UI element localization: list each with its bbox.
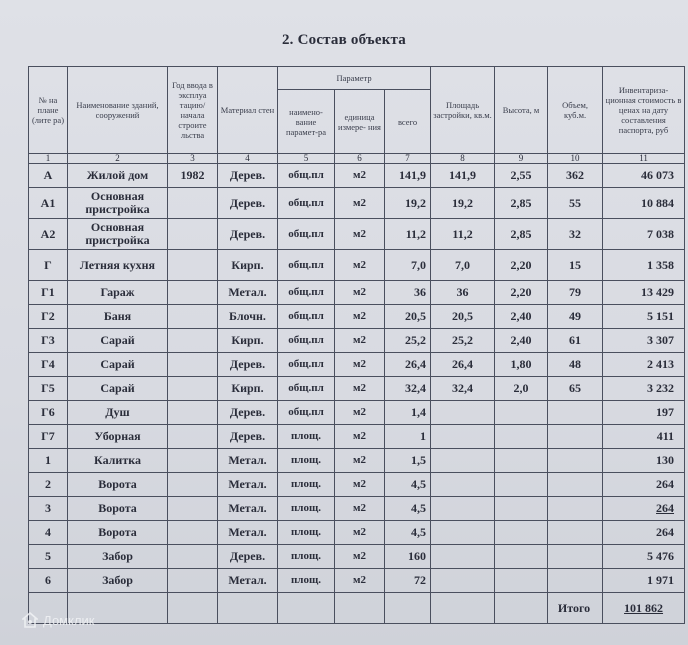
empty-cell — [495, 593, 548, 624]
param-name-cell: общ.пл — [278, 377, 335, 401]
height-cell: 2,20 — [495, 250, 548, 281]
table-row — [29, 401, 685, 425]
building-area-cell: 32,4 — [431, 377, 495, 401]
param-name-cell: площ. — [278, 545, 335, 569]
empty-cell — [335, 593, 385, 624]
column-number: 4 — [218, 154, 278, 164]
param-total-cell: 4,5 — [385, 521, 431, 545]
year-cell — [168, 219, 218, 250]
column-number: 7 — [385, 154, 431, 164]
litera-cell: Г4 — [29, 353, 68, 377]
param-unit-cell: м2 — [335, 377, 385, 401]
param-total-cell: 4,5 — [385, 497, 431, 521]
volume-cell: 48 — [548, 353, 603, 377]
table-row — [29, 521, 685, 545]
material-cell: Кирп. — [218, 377, 278, 401]
total-value: 101 862 — [603, 593, 685, 624]
param-name-cell: общ.пл — [278, 164, 335, 188]
table-row — [29, 449, 685, 473]
height-cell — [495, 449, 548, 473]
litera-cell: 2 — [29, 473, 68, 497]
param-unit-cell: м2 — [335, 305, 385, 329]
inventory-cost-cell: 197 — [603, 401, 685, 425]
volume-cell: 15 — [548, 250, 603, 281]
header-param-name: наимено- вание парамет-ра — [278, 90, 335, 154]
column-number: 9 — [495, 154, 548, 164]
header-inventory-cost: Инвентариза- ционная стоимость в ценах на дату составления паспорта, руб — [603, 67, 685, 154]
param-total-cell: 36 — [385, 281, 431, 305]
material-cell: Дерев. — [218, 164, 278, 188]
inventory-cost-cell: 5 476 — [603, 545, 685, 569]
object-composition-table — [28, 66, 685, 624]
year-cell — [168, 473, 218, 497]
year-cell — [168, 449, 218, 473]
litera-cell: 5 — [29, 545, 68, 569]
table-row — [29, 250, 685, 281]
building-area-cell — [431, 497, 495, 521]
param-name-cell: площ. — [278, 521, 335, 545]
name-cell: Уборная — [68, 425, 168, 449]
header-litera: № на плане (лите ра) — [29, 67, 68, 154]
building-area-cell: 20,5 — [431, 305, 495, 329]
table-row — [29, 305, 685, 329]
building-area-cell: 25,2 — [431, 329, 495, 353]
inventory-cost-cell: 3 232 — [603, 377, 685, 401]
volume-cell — [548, 569, 603, 593]
material-cell: Метал. — [218, 497, 278, 521]
param-unit-cell: м2 — [335, 449, 385, 473]
table-row — [29, 497, 685, 521]
column-number: 3 — [168, 154, 218, 164]
table-row — [29, 425, 685, 449]
header-height: Высота, м — [495, 67, 548, 154]
height-cell: 1,80 — [495, 353, 548, 377]
height-cell: 2,20 — [495, 281, 548, 305]
inventory-cost-cell: 1 358 — [603, 250, 685, 281]
material-cell: Метал. — [218, 521, 278, 545]
column-number: 8 — [431, 154, 495, 164]
empty-cell — [168, 593, 218, 624]
name-cell: Душ — [68, 401, 168, 425]
litera-cell: 1 — [29, 449, 68, 473]
param-total-cell: 1,5 — [385, 449, 431, 473]
building-area-cell: 141,9 — [431, 164, 495, 188]
year-cell: 1982 — [168, 164, 218, 188]
volume-cell — [548, 401, 603, 425]
volume-cell: 55 — [548, 188, 603, 219]
inventory-cost-cell: 264 — [603, 497, 685, 521]
param-total-cell: 20,5 — [385, 305, 431, 329]
name-cell: Летняя кухня — [68, 250, 168, 281]
table-row — [29, 473, 685, 497]
building-area-cell: 26,4 — [431, 353, 495, 377]
table-row — [29, 353, 685, 377]
year-cell — [168, 545, 218, 569]
year-cell — [168, 188, 218, 219]
name-cell: Сарай — [68, 377, 168, 401]
year-cell — [168, 401, 218, 425]
name-cell: Калитка — [68, 449, 168, 473]
param-total-cell: 25,2 — [385, 329, 431, 353]
building-area-cell — [431, 473, 495, 497]
name-cell: Сарай — [68, 329, 168, 353]
param-name-cell: общ.пл — [278, 353, 335, 377]
param-total-cell: 7,0 — [385, 250, 431, 281]
param-name-cell: общ.пл — [278, 281, 335, 305]
name-cell: Баня — [68, 305, 168, 329]
param-unit-cell: м2 — [335, 425, 385, 449]
material-cell: Дерев. — [218, 219, 278, 250]
param-unit-cell: м2 — [335, 473, 385, 497]
litera-cell: Г1 — [29, 281, 68, 305]
param-unit-cell: м2 — [335, 281, 385, 305]
inventory-cost-cell: 13 429 — [603, 281, 685, 305]
name-cell: Гараж — [68, 281, 168, 305]
height-cell: 2,55 — [495, 164, 548, 188]
param-total-cell: 32,4 — [385, 377, 431, 401]
param-name-cell: общ.пл — [278, 401, 335, 425]
litera-cell: 3 — [29, 497, 68, 521]
building-area-cell — [431, 545, 495, 569]
volume-cell — [548, 425, 603, 449]
inventory-cost-cell: 130 — [603, 449, 685, 473]
material-cell: Дерев. — [218, 545, 278, 569]
year-cell — [168, 377, 218, 401]
year-cell — [168, 281, 218, 305]
height-cell — [495, 569, 548, 593]
inventory-cost-cell: 1 971 — [603, 569, 685, 593]
param-total-cell: 160 — [385, 545, 431, 569]
header-year: Год ввода в эксплуа тацию/ начала строите льства — [168, 67, 218, 154]
param-total-cell: 72 — [385, 569, 431, 593]
column-number: 11 — [603, 154, 685, 164]
param-unit-cell: м2 — [335, 164, 385, 188]
building-area-cell: 11,2 — [431, 219, 495, 250]
material-cell: Дерев. — [218, 188, 278, 219]
year-cell — [168, 250, 218, 281]
column-number: 5 — [278, 154, 335, 164]
volume-cell: 49 — [548, 305, 603, 329]
litera-cell: Г6 — [29, 401, 68, 425]
year-cell — [168, 425, 218, 449]
param-name-cell: общ.пл — [278, 219, 335, 250]
material-cell: Метал. — [218, 449, 278, 473]
param-unit-cell: м2 — [335, 569, 385, 593]
height-cell — [495, 425, 548, 449]
watermark-text: Домклик — [43, 612, 95, 628]
table-row — [29, 377, 685, 401]
material-cell: Дерев. — [218, 353, 278, 377]
empty-cell — [385, 593, 431, 624]
volume-cell — [548, 449, 603, 473]
height-cell — [495, 401, 548, 425]
total-label: Итого — [548, 593, 603, 624]
total-row — [29, 593, 685, 624]
material-cell: Метал. — [218, 281, 278, 305]
height-cell: 2,40 — [495, 329, 548, 353]
material-cell: Кирп. — [218, 329, 278, 353]
litera-cell: А2 — [29, 219, 68, 250]
empty-cell — [278, 593, 335, 624]
param-name-cell: общ.пл — [278, 329, 335, 353]
watermark — [22, 609, 95, 631]
table-row — [29, 329, 685, 353]
column-number: 1 — [29, 154, 68, 164]
volume-cell — [548, 545, 603, 569]
name-cell: Ворота — [68, 497, 168, 521]
table-row — [29, 545, 685, 569]
litera-cell: 4 — [29, 521, 68, 545]
material-cell: Дерев. — [218, 425, 278, 449]
param-total-cell: 141,9 — [385, 164, 431, 188]
height-cell: 2,0 — [495, 377, 548, 401]
volume-cell — [548, 521, 603, 545]
header-param-unit: единица измере- ния — [335, 90, 385, 154]
material-cell: Блочн. — [218, 305, 278, 329]
name-cell: Сарай — [68, 353, 168, 377]
param-unit-cell: м2 — [335, 250, 385, 281]
inventory-cost-cell: 411 — [603, 425, 685, 449]
empty-cell — [431, 593, 495, 624]
param-unit-cell: м2 — [335, 497, 385, 521]
height-cell — [495, 521, 548, 545]
building-area-cell — [431, 425, 495, 449]
material-cell: Дерев. — [218, 401, 278, 425]
building-area-cell: 19,2 — [431, 188, 495, 219]
volume-cell: 79 — [548, 281, 603, 305]
name-cell: Жилой дом — [68, 164, 168, 188]
building-area-cell: 7,0 — [431, 250, 495, 281]
column-number: 10 — [548, 154, 603, 164]
page-title: 2. Состав объекта — [281, 32, 406, 48]
material-cell: Метал. — [218, 473, 278, 497]
inventory-cost-cell: 2 413 — [603, 353, 685, 377]
param-name-cell: общ.пл — [278, 188, 335, 219]
param-name-cell: площ. — [278, 473, 335, 497]
height-cell — [495, 473, 548, 497]
param-total-cell: 11,2 — [385, 219, 431, 250]
building-area-cell — [431, 521, 495, 545]
param-total-cell: 19,2 — [385, 188, 431, 219]
year-cell — [168, 569, 218, 593]
height-cell — [495, 545, 548, 569]
volume-cell — [548, 497, 603, 521]
header-building-area: Площадь застройки, кв.м. — [431, 67, 495, 154]
column-number: 6 — [335, 154, 385, 164]
litera-cell: Г2 — [29, 305, 68, 329]
param-total-cell: 4,5 — [385, 473, 431, 497]
header-material: Материал стен — [218, 67, 278, 154]
litera-cell: Г5 — [29, 377, 68, 401]
table-row — [29, 281, 685, 305]
volume-cell: 32 — [548, 219, 603, 250]
param-unit-cell: м2 — [335, 545, 385, 569]
param-name-cell: площ. — [278, 497, 335, 521]
name-cell: Ворота — [68, 521, 168, 545]
param-unit-cell: м2 — [335, 188, 385, 219]
volume-cell — [548, 473, 603, 497]
header-name: Наименование зданий, сооружений — [68, 67, 168, 154]
param-name-cell: площ. — [278, 449, 335, 473]
column-number-row — [29, 154, 685, 164]
name-cell: Ворота — [68, 473, 168, 497]
year-cell — [168, 329, 218, 353]
year-cell — [168, 353, 218, 377]
height-cell: 2,40 — [495, 305, 548, 329]
header-volume: Объем, куб.м. — [548, 67, 603, 154]
height-cell: 2,85 — [495, 188, 548, 219]
param-name-cell: общ.пл — [278, 250, 335, 281]
param-unit-cell: м2 — [335, 521, 385, 545]
column-number: 2 — [68, 154, 168, 164]
param-total-cell: 26,4 — [385, 353, 431, 377]
building-area-cell — [431, 401, 495, 425]
param-total-cell: 1,4 — [385, 401, 431, 425]
litera-cell: Г3 — [29, 329, 68, 353]
name-cell: Основная пристройка — [68, 188, 168, 219]
inventory-cost-cell: 5 151 — [603, 305, 685, 329]
volume-cell: 65 — [548, 377, 603, 401]
table-row — [29, 569, 685, 593]
height-cell — [495, 497, 548, 521]
empty-cell — [218, 593, 278, 624]
building-area-cell: 36 — [431, 281, 495, 305]
litera-cell: А1 — [29, 188, 68, 219]
table-row — [29, 164, 685, 188]
material-cell: Метал. — [218, 569, 278, 593]
param-name-cell: площ. — [278, 569, 335, 593]
litera-cell: 6 — [29, 569, 68, 593]
param-name-cell: общ.пл — [278, 305, 335, 329]
building-area-cell — [431, 449, 495, 473]
name-cell: Забор — [68, 569, 168, 593]
param-unit-cell: м2 — [335, 401, 385, 425]
material-cell: Кирп. — [218, 250, 278, 281]
litera-cell: Г7 — [29, 425, 68, 449]
inventory-cost-cell: 264 — [603, 521, 685, 545]
param-unit-cell: м2 — [335, 353, 385, 377]
header-param-total: всего — [385, 90, 431, 154]
name-cell: Забор — [68, 545, 168, 569]
name-cell: Основная пристройка — [68, 219, 168, 250]
table-row — [29, 188, 685, 219]
inventory-cost-cell: 46 073 — [603, 164, 685, 188]
building-area-cell — [431, 569, 495, 593]
volume-cell: 61 — [548, 329, 603, 353]
height-cell: 2,85 — [495, 219, 548, 250]
table-row — [29, 219, 685, 250]
param-total-cell: 1 — [385, 425, 431, 449]
litera-cell: Г — [29, 250, 68, 281]
year-cell — [168, 305, 218, 329]
inventory-cost-cell: 7 038 — [603, 219, 685, 250]
header-parameter: Параметр — [278, 67, 431, 90]
year-cell — [168, 521, 218, 545]
inventory-cost-cell: 264 — [603, 473, 685, 497]
year-cell — [168, 497, 218, 521]
param-unit-cell: м2 — [335, 329, 385, 353]
param-unit-cell: м2 — [335, 219, 385, 250]
volume-cell: 362 — [548, 164, 603, 188]
domclick-logo-icon — [22, 612, 38, 628]
inventory-cost-cell: 3 307 — [603, 329, 685, 353]
litera-cell: А — [29, 164, 68, 188]
inventory-cost-cell: 10 884 — [603, 188, 685, 219]
param-name-cell: площ. — [278, 425, 335, 449]
